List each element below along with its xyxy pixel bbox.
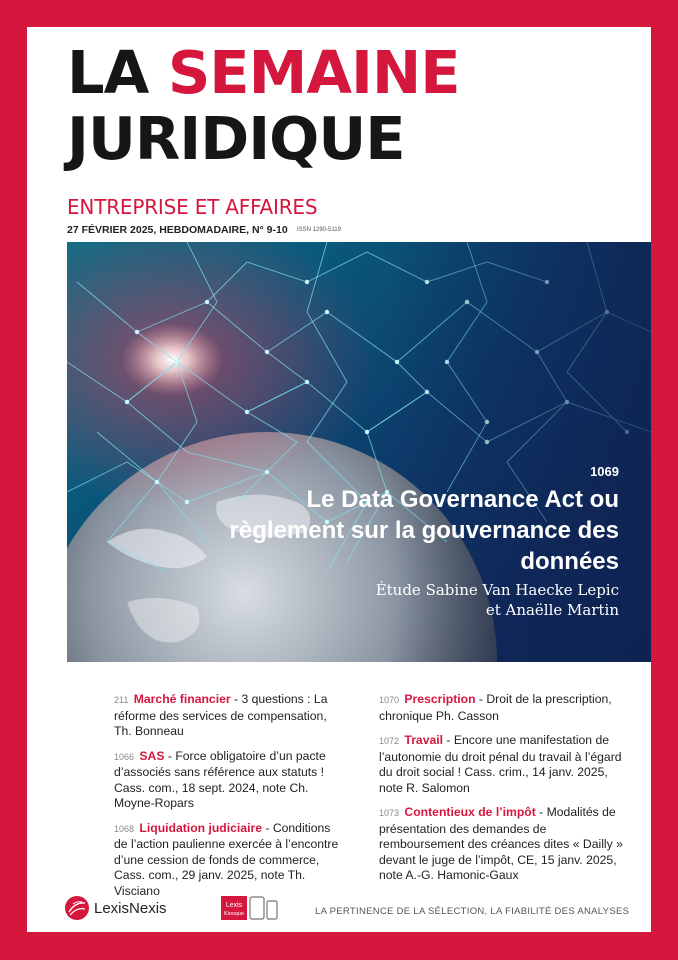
summary-column-right (379, 692, 629, 893)
summary-item-text: - Conditions de l’action paulienne exercée à l’encontre d’une cession de fonds de commerce, Cass. com., 29 janv. 2025, note Th. Visciano (114, 820, 339, 898)
summary-item-number: 1070 (379, 695, 400, 705)
cover-article-title: Le Data Governance Act ou règlement sur la gouvernance des données (229, 486, 619, 575)
summary-item (379, 692, 629, 724)
lexis-kiosque-badge (221, 893, 281, 928)
summary-item-text: - Droit de la prescription, chronique Ph. Casson (379, 692, 612, 723)
author-line-1: Étude Sabine Van Haecke Lepic (375, 581, 619, 599)
summary-item-keyword: SAS (139, 748, 165, 763)
summary-item-text: - Encore une manifestation de l’autonomie du droit pénal du travail à l’égard du droit social ! Cass. crim., 14 janv. 2025, note R. Salomon (379, 733, 622, 795)
summary-item (379, 733, 629, 796)
masthead-la: LA (67, 38, 149, 107)
cover-article-author (259, 580, 619, 620)
issn-number: ISSN 1290-5119 (297, 227, 341, 233)
footer-tagline: LA PERTINENCE DE LA SÉLECTION, LA FIABILITÉ DES ANALYSES (315, 906, 630, 917)
summary-item-keyword: Marché financier (133, 692, 231, 706)
summary-item (114, 821, 346, 900)
summary-column-left (114, 692, 346, 908)
lexisnexis-logo (64, 895, 167, 921)
summary-item-number: 1072 (379, 736, 400, 746)
summary-item (114, 749, 346, 812)
masthead-semaine: SEMAINE (167, 38, 460, 107)
masthead-juridique: JURIDIQUE (67, 104, 405, 173)
issue-dateline: 27 FÉVRIER 2025, HEBDOMADAIRE, N° 9-10 (67, 224, 288, 236)
edition-subtitle: ENTREPRISE ET AFFAIRES (67, 195, 318, 219)
cover-hero-image (67, 242, 651, 662)
summary-item-number: 211 (114, 695, 129, 705)
cover-article-number: 1069 (590, 464, 619, 479)
summary-item (379, 805, 629, 884)
summary-item-keyword: Travail (404, 733, 444, 747)
summary-item-number: 1068 (114, 823, 135, 834)
kiosque-device-icon (221, 893, 281, 923)
author-line-2: et Anaëlle Martin (485, 601, 619, 619)
summary-item-text: - Force obligatoire d’un pacte d’associés sans référence aux statuts ! Cass. com., 18 sept. 2024, note Ch. Moyne-Ropars (114, 748, 326, 810)
lexisnexis-emblem-icon (64, 895, 90, 921)
kiosque-label-2: Kiosque (224, 911, 244, 917)
summary-item-text: - 3 questions : La réforme des services de compensation, Th. Bonneau (114, 692, 328, 738)
summary-item-keyword: Liquidation judiciaire (139, 820, 262, 835)
summary-item-keyword: Contentieux de l’impôt (404, 805, 536, 819)
lexisnexis-brand-name: LexisNexis (94, 899, 167, 917)
masthead-line1 (67, 38, 460, 107)
summary-item (114, 692, 346, 740)
kiosque-label-1: Lexis (225, 902, 243, 909)
summary-item-text: - Modalités de présentation des demandes de remboursement des créances dites « Dailly » devant le juge de l’impôt, CE, 15 janv. 2025, note A.-G. Hamonic-Gaux (379, 805, 623, 882)
summary-item-keyword: Prescription (404, 692, 476, 706)
summary-item-number: 1066 (114, 751, 135, 762)
summary-item-number: 1073 (379, 808, 400, 818)
cover-inner (27, 27, 651, 932)
